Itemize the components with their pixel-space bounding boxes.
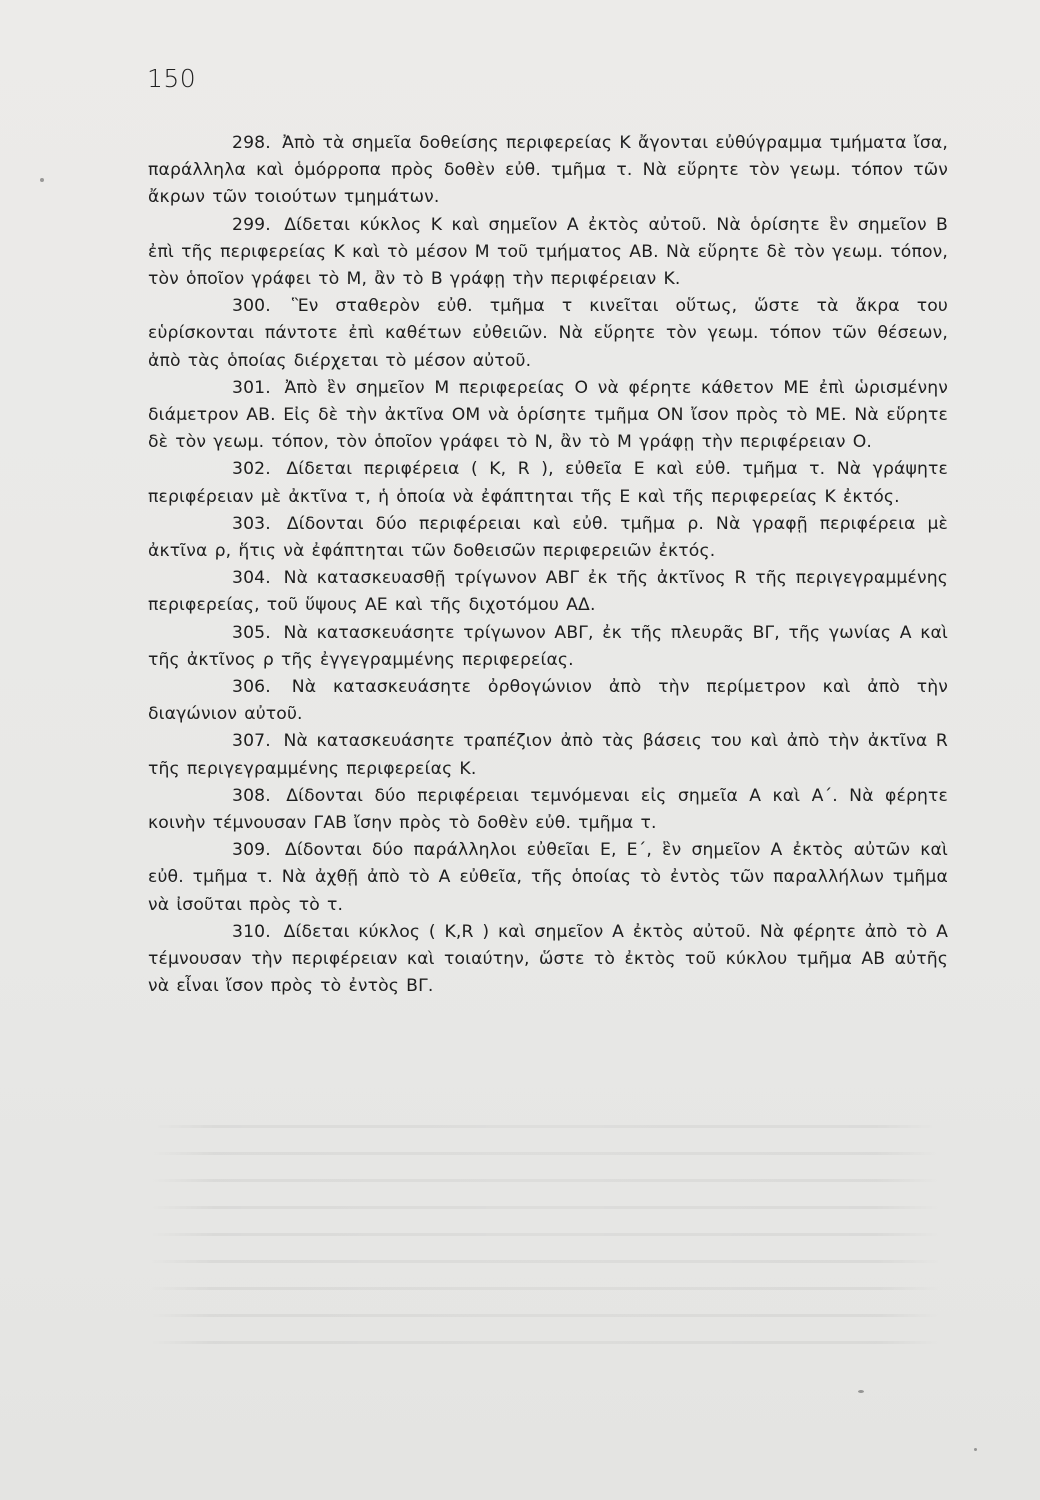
- scan-speck: [40, 178, 44, 182]
- problem-text: Δίδονται δύο περιφέρειαι καὶ εὐθ. τμῆμα ρ. Νὰ γραφῇ περιφέρεια μὲ ἀκτῖνα ρ, ἥτις νὰ ἐφάπτηται τῶν δοθεισῶν περιφερειῶν ἐκτός.: [148, 513, 948, 562]
- problem-300: [148, 293, 948, 375]
- page-number: 150: [147, 64, 197, 93]
- problem-text: Νὰ κατασκευάσητε ὀρθογώνιον ἀπὸ τὴν περίμετρον καὶ ἀπὸ τὴν διαγώνιον αὐτοῦ.: [148, 677, 948, 725]
- problem-309: [148, 837, 948, 919]
- problem-number: 303.: [232, 513, 271, 534]
- problem-306: [148, 674, 948, 728]
- problem-298: [148, 130, 948, 212]
- problem-number: 304.: [232, 568, 271, 589]
- problem-number: 308.: [232, 785, 271, 806]
- problem-number: 301.: [232, 377, 271, 398]
- problem-305: [148, 620, 948, 674]
- problem-307: [148, 728, 948, 782]
- scan-speck: [858, 1390, 864, 1393]
- scan-speck: [974, 1448, 977, 1451]
- problem-text: Δίδεται κύκλος ( Κ,R ) καὶ σημεῖον Α ἐκτὸς αὐτοῦ. Νὰ φέρητε ἀπὸ τὸ Α τέμνουσαν τὴν περιφέρειαν καὶ τοιαύτην, ὥστε τὸ ἐκτὸς τοῦ κύκλου τμῆμα ΑΒ αὐτῆς νὰ εἶναι ἴσον πρὸς τὸ ἐντὸς ΒΓ.: [148, 921, 948, 997]
- problem-number: 309.: [232, 840, 271, 861]
- problem-text: Δίδεται κύκλος Κ καὶ σημεῖον Α ἐκτὸς αὐτοῦ. Νὰ ὁρίσητε ἓν σημεῖον Β ἐπὶ τῆς περιφερείας Κ καὶ τὸ μέσον Μ τοῦ τμήματος ΑΒ. Νὰ εὕρητε δὲ τὸν γεωμ. τόπον, τὸν ὁποῖον γράφει τὸ Μ, ἂν τὸ Β γράφῃ τὴν περιφέρειαν Κ.: [148, 214, 948, 290]
- problem-number: 306.: [232, 677, 271, 698]
- problem-text: Ἀπὸ τὰ σημεῖα δοθείσης περιφερείας Κ ἄγονται εὐθύγραμμα τμήματα ἴσα, παράλληλα καὶ ὁμόρροπα πρὸς δοθὲν εὐθ. τμῆμα τ. Νὰ εὕρητε τὸν γεωμ. τόπον τῶν ἄκρων τῶν τοιούτων τμημάτων.: [148, 133, 948, 208]
- problem-text: Νὰ κατασκευάσητε τρίγωνον ΑΒΓ, ἐκ τῆς πλευρᾶς ΒΓ, τῆς γωνίας Α καὶ τῆς ἀκτῖνος ρ τῆς ἐγγεγραμμένης περιφερείας.: [148, 622, 948, 670]
- problem-number: 298.: [232, 133, 271, 153]
- problem-text: Νὰ κατασκευάσητε τραπέζιον ἀπὸ τὰς βάσεις του καὶ ἀπὸ τὴν ἀκτῖνα R τῆς περιγεγραμμένης περιφερείας Κ.: [148, 731, 948, 779]
- bleed-through-texture: [150, 1125, 940, 1385]
- problems-list: [148, 130, 948, 1001]
- problem-number: 305.: [232, 622, 271, 643]
- problem-text: Ἓν σταθερὸν εὐθ. τμῆμα τ κινεῖται οὕτως, ὥστε τὰ ἄκρα του εὑρίσκονται πάντοτε ἐπὶ καθέτων εὐθειῶν. Νὰ εὕρητε τὸν γεωμ. τόπον τῶν θέσεων, ἀπὸ τὰς ὁποίας διέρχεται τὸ μέσον αὐτοῦ.: [148, 296, 948, 371]
- problem-308: [148, 783, 948, 837]
- problem-301: [148, 375, 948, 457]
- problem-text: Δίδονται δύο περιφέρειαι τεμνόμεναι εἰς σημεῖα Α καὶ Α΄. Νὰ φέρητε κοινὴν τέμνουσαν ΓΑΒ ἴσην πρὸς τὸ δοθὲν εὐθ. τμῆμα τ.: [148, 785, 948, 834]
- problem-303: [148, 511, 948, 565]
- problem-302: [148, 456, 948, 510]
- problem-299: [148, 212, 948, 294]
- problem-number: 300.: [232, 296, 271, 317]
- problem-number: 302.: [232, 459, 271, 480]
- problem-text: Δίδονται δύο παράλληλοι εὐθεῖαι Ε, Ε΄, ἓν σημεῖον Α ἐκτὸς αὐτῶν καὶ εὐθ. τμῆμα τ. Νὰ ἀχθῇ ἀπὸ τὸ Α εὐθεῖα, τῆς ὁποίας τὸ ἐντὸς τῶν παραλλήλων τμῆμα νὰ ἰσοῦται πρὸς τὸ τ.: [148, 840, 948, 915]
- problem-number: 299.: [232, 214, 271, 235]
- problem-number: 310.: [232, 921, 271, 942]
- problem-text: Ἀπὸ ἓν σημεῖον Μ περιφερείας Ο νὰ φέρητε κάθετον ΜΕ ἐπὶ ὡρισμένην διάμετρον ΑΒ. Εἰς δὲ τὴν ἀκτῖνα ΟΜ νὰ ὁρίσητε τμῆμα ΟΝ ἴσον πρὸς τὸ ΜΕ. Νὰ εὕρητε δὲ τὸν γεωμ. τόπον, τὸν ὁποῖον γράφει τὸ Ν, ἂν τὸ Μ γράφῃ τὴν περιφέρειαν Ο.: [148, 377, 948, 453]
- problem-310: [148, 919, 948, 1001]
- problem-text: Νὰ κατασκευασθῇ τρίγωνον ΑΒΓ ἐκ τῆς ἀκτῖνος R τῆς περιγεγραμμένης περιφερείας, τοῦ ὕψους ΑΕ καὶ τῆς διχοτόμου ΑΔ.: [148, 568, 948, 616]
- problem-304: [148, 565, 948, 619]
- problem-text: Δίδεται περιφέρεια ( Κ, R ), εὐθεῖα Ε καὶ εὐθ. τμῆμα τ. Νὰ γράψητε περιφέρειαν μὲ ἀκτῖνα τ, ἡ ὁποία νὰ ἐφάπτηται τῆς Ε καὶ τῆς περιφερείας Κ ἐκτός.: [148, 459, 948, 507]
- problem-number: 307.: [232, 731, 271, 752]
